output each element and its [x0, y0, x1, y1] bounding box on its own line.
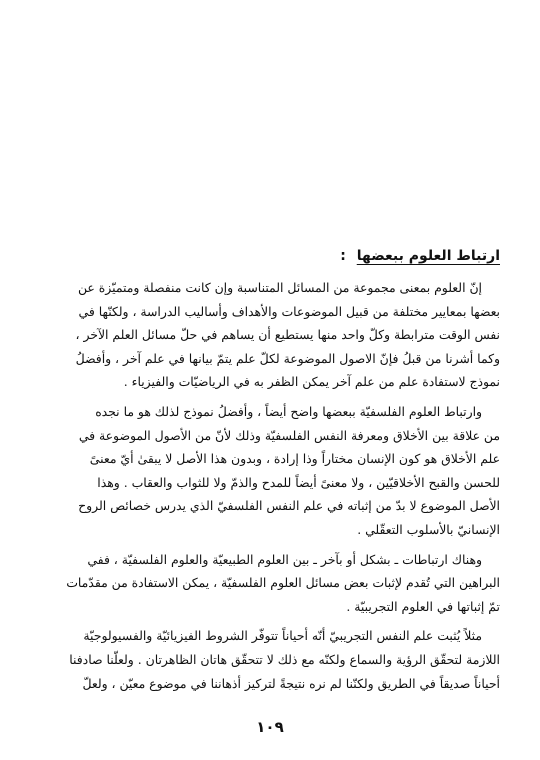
text-line: أحياناً صديقاً في الطريق ولكنّنا لم نره نتيجةً لتركيز أذهاننا في موضوع معيّن ، ولعلّ: [82, 675, 500, 691]
section-heading-colon: :: [340, 248, 346, 264]
text-line: بعضها بمعايير مختلفة من قبيل الموضوعات والأهداف وأساليب الدراسة ، ولكنّها في: [78, 303, 500, 319]
text-line: إنّ العلوم بمعنى مجموعة من المسائل المتناسبة وإن كانت منفصلة ومتميّزة عن: [77, 280, 482, 295]
text-line: نموذج لاستفادة علم من علم آخر يمكن الظفر به في الرياضيّات والفيزياء .: [123, 374, 500, 390]
text-line: اللازمة لتحقّق الرؤية والسماع ولكنّه مع ذلك لا تتحقّق هاتان الظاهرتان . ولعلّنا صادفنا: [69, 651, 500, 667]
text-line: وارتباط العلوم الفلسفيّة ببعضها واضح أيضاً ، وأفضلُ نموذج لذلك هو ما نجده: [95, 403, 482, 419]
text-line: وهناك ارتباطات ـ بشكل أو بآخر ـ بين العلوم الطبيعيّة والعلوم الفلسفيّة ، ففي: [87, 551, 482, 567]
text-line: نفس الوقت مترابطة وكلّ واحد منها يستطيع أن يساهم في حلّ مسائل العلم الآخر ،: [75, 327, 500, 343]
text-line: الأصل الموضوع لا بدّ من إثباته في علم النفس الفلسفيّ الذي يدرس خصائص الروح: [78, 498, 500, 514]
text-line: البراهين التي تُقدم لإثبات بعض مسائل العلوم الفلسفيّة ، يمكن الاستفادة من مقدّمات: [66, 575, 500, 591]
text-line: من علاقة بين الأخلاق ومعرفة النفس الفلسفيّة وذلك لأنّ من الأصول الموضوعة في: [78, 427, 500, 443]
paragraph-4: [40, 624, 500, 695]
text-line: للحسن والقبح الأخلاقيّين ، ولا معنىً أيضاً للمدح والذمّ ولا للثواب والعقاب . وهذا: [97, 474, 500, 490]
paragraph-1: [40, 276, 500, 394]
text-line: الإنسانيّ بالأسلوب التعقّلي .: [357, 521, 500, 537]
text-line: مثلاً يُثبت علم النفس التجريبيّ أنّه أحياناً تتوفّر الشروط الفيزيائيّة والفسيولوجيّة: [83, 628, 482, 644]
paragraph-2: [40, 400, 500, 542]
section-heading-title: ارتباط العلوم ببعضها: [356, 248, 500, 264]
paragraph-3: [40, 548, 500, 619]
text-line: علم الأخلاق هو كون الإنسان مختاراً وذا إرادة ، وبدون هذا الأصل لا يبقىٰ أيّ معنىً: [89, 451, 500, 467]
page-body: [40, 246, 500, 701]
page-number: ١٠٩: [256, 718, 284, 736]
text-line: تمّ إثباتها في العلوم التجريبيّة .: [346, 598, 500, 614]
section-heading: [40, 246, 500, 266]
text-line: وكما أشرنا من قبلُ فإنّ الاصول الموضوعة لكلّ علم يتمّ بيانها في علم آخر ، وأفضلُ: [75, 350, 500, 366]
